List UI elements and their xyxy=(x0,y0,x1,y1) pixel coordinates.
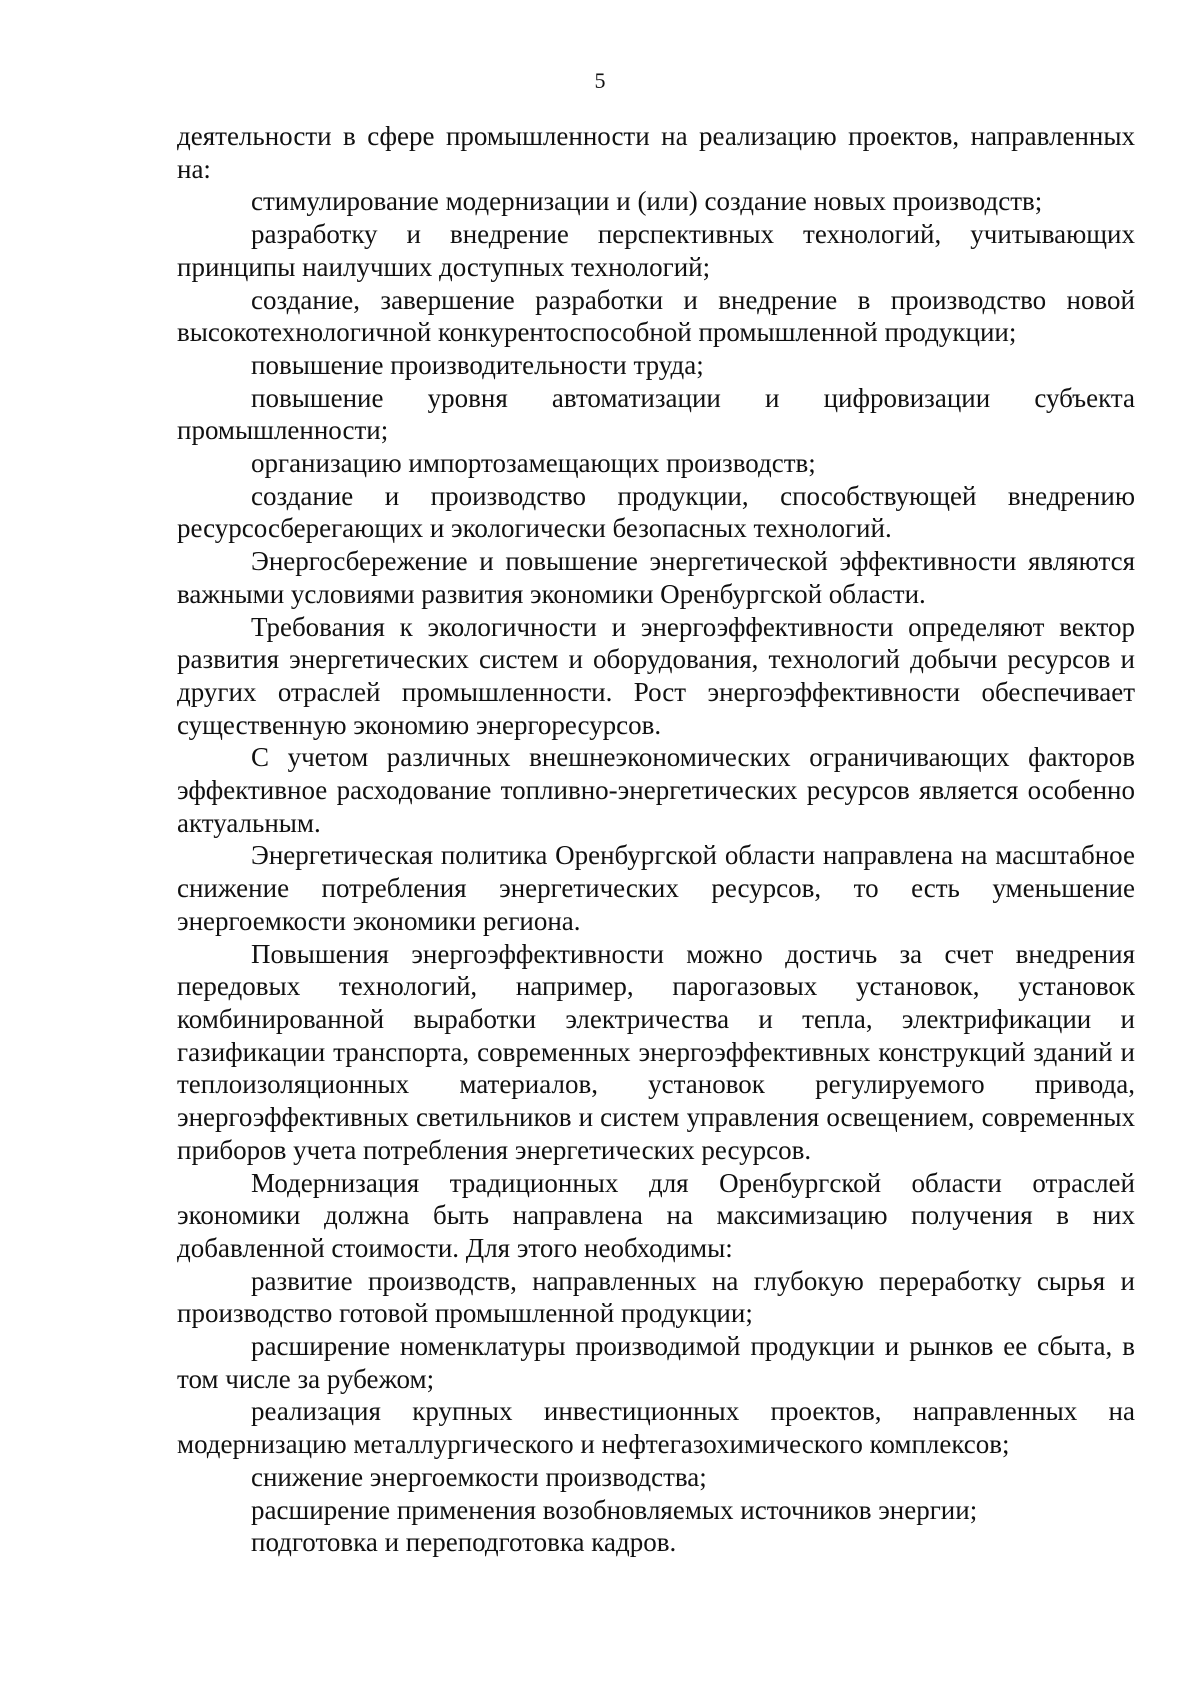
paragraph: Энергетическая политика Оренбургской области направлена на масштабное снижение потребления энергетических ресурсов, то есть уменьшение энергоемкости экономики региона. xyxy=(177,840,1135,936)
paragraph: расширение применения возобновляемых источников энергии; xyxy=(251,1494,978,1525)
paragraph: Энергосбережение и повышение энергетической эффективности являются важными условиями развития экономики Оренбургской области. xyxy=(177,546,1135,609)
paragraph: деятельности в сфере промышленности на реализацию проектов, направленных на: xyxy=(177,121,1135,184)
paragraph: С учетом различных внешнеэкономических ограничивающих факторов эффективное расходование топливно-энергетических ресурсов является особенно актуальным. xyxy=(177,742,1135,838)
paragraph: подготовка и переподготовка кадров. xyxy=(251,1527,677,1558)
paragraph: организацию импортозамещающих производств; xyxy=(251,448,816,479)
page-number: 5 xyxy=(594,68,606,93)
paragraph: снижение энергоемкости производства; xyxy=(251,1461,707,1492)
document-body xyxy=(177,120,1135,1559)
paragraph: развитие производств, направленных на глубокую переработку сырья и производство готовой промышленной продукции; xyxy=(177,1265,1135,1329)
paragraph: разработку и внедрение перспективных технологий, учитывающих принципы наилучших доступных технологий; xyxy=(177,219,1135,282)
paragraph: расширение номенклатуры производимой продукции и рынков ее сбыта, в том числе за рубежом; xyxy=(177,1331,1135,1394)
paragraph: стимулирование модернизации и (или) создание новых производств; xyxy=(251,186,1043,217)
paragraph: реализация крупных инвестиционных проектов, направленных на модернизацию металлургического и нефтегазохимического комплексов; xyxy=(177,1396,1135,1460)
paragraph: повышение уровня автоматизации и цифровизации субъекта промышленности; xyxy=(177,382,1135,446)
paragraph: Модернизация традиционных для Оренбургской области отраслей экономики должна быть направлена на максимизацию получения в них добавленной стоимости. Для этого необходимы: xyxy=(177,1167,1135,1263)
paragraph: повышение производительности труда; xyxy=(251,349,704,380)
paragraph: Повышения энергоэффективности можно достичь за счет внедрения передовых технологий, например, парогазовых установок, установок комбинированной выработки электричества и тепла, электрификации и газификации транспорта, современных энергоэффективных конструкций зданий и теплоизоляционных материалов, установок регулируемого привода, энергоэффективных светильников и систем управления освещением, современных приборов учета потребления энергетических ресурсов. xyxy=(177,938,1135,1165)
paragraph: создание и производство продукции, способствующей внедрению ресурсосберегающих и экологически безопасных технологий. xyxy=(177,480,1135,544)
paragraph: создание, завершение разработки и внедрение в производство новой высокотехнологичной конкурентоспособной промышленной продукции; xyxy=(177,284,1135,348)
paragraph: Требования к экологичности и энергоэффективности определяют вектор развития энергетических систем и оборудования, технологий добычи ресурсов и других отраслей промышленности. Рост энергоэффективности обеспечивает существенную экономию энергоресурсов. xyxy=(177,611,1135,740)
